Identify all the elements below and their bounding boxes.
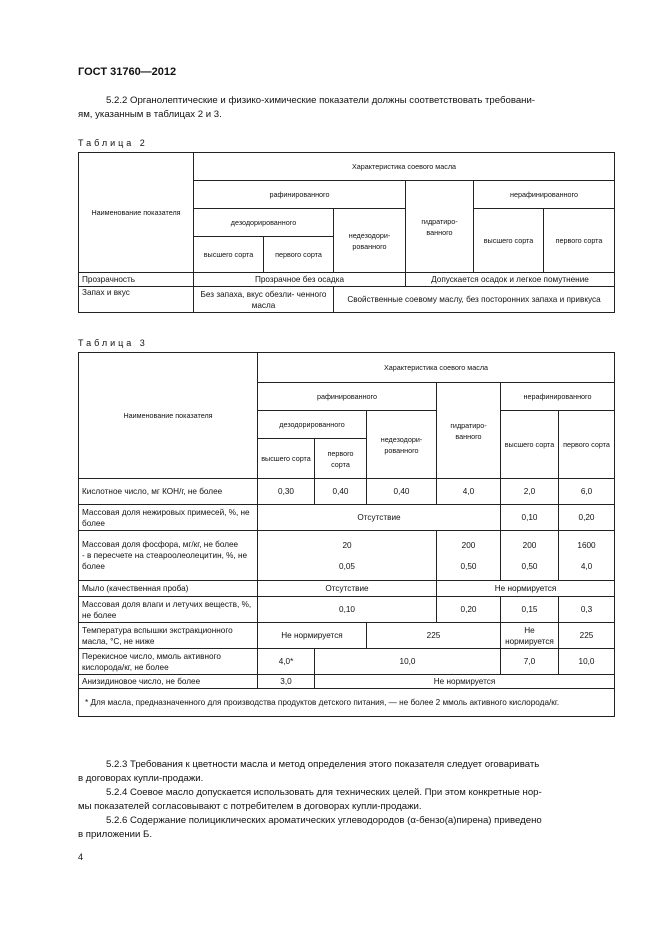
t3-flash-v6: 225: [559, 623, 615, 649]
t3-moisture-v4: 0,20: [437, 597, 501, 623]
table3-caption: Таблица 3: [78, 338, 148, 348]
t2-row-smell-name: Запах и вкус: [79, 287, 194, 313]
t3-peroxide-name: Перекисное число, ммоль активного кислорода/кг, не более: [79, 649, 258, 675]
t3-header-deodorized: дезодорированного: [258, 411, 367, 439]
t3-acid-v2: 0,40: [315, 479, 367, 505]
t3-phosphorus-v5a: 200: [522, 540, 537, 550]
t3-flash-v5: Не нормируется: [501, 623, 559, 649]
intro-line-1: 5.2.2 Органолептические и физико-химические показатели должны соответствовать требовани-: [106, 95, 536, 106]
t3-peroxide-v6: 10,0: [559, 649, 615, 675]
t3-phosphorus-v6: [559, 531, 615, 581]
t3-flash-not-normed: Не нормируется: [258, 623, 367, 649]
t3-footnote: * Для масла, предназначенного для производства продуктов детского питания, — не более 2 ммоль активного кислорода/кг.: [79, 689, 615, 717]
t3-anisidine-name: Анизидиновое число, не более: [79, 675, 258, 689]
para-5-2-6-line-2: в приложении Б.: [78, 829, 152, 840]
t3-header-nondeodorized: недезодори- рованного: [367, 411, 437, 479]
table-2: [78, 152, 615, 313]
para-5-2-4-line-1: 5.2.4 Соевое масло допускается использовать для технических целей. При этом конкретные нор-: [106, 787, 542, 798]
t3-phosphorus-sub-label: - в пересчете на стеароолеолецитин, %, не более: [82, 551, 248, 571]
t3-header-characteristic: Характеристика соевого масла: [258, 353, 615, 383]
t3-impurities-v6: 0,20: [559, 505, 615, 531]
t3-acid-v3: 0,40: [367, 479, 437, 505]
t3-header-top-grade-unrefined: высшего сорта: [501, 411, 559, 479]
t3-soap-not-normed: Не нормируется: [437, 581, 615, 597]
para-5-2-3-line-1: 5.2.3 Требования к цветности масла и метод определения этого показателя следует оговаривать: [106, 759, 540, 770]
t3-acid-v6: 6,0: [559, 479, 615, 505]
t3-soap-name: Мыло (качественная проба): [79, 581, 258, 597]
t3-impurities-v5: 0,10: [501, 505, 559, 531]
para-5-2-3-line-2: в договорах купли-продажи.: [78, 773, 204, 784]
t2-header-first-grade-unrefined: первого сорта: [544, 209, 615, 273]
t3-moisture-refined: 0,10: [258, 597, 437, 623]
t3-impurities-name: Массовая доля нежировых примесей, %, не более: [79, 505, 258, 531]
t3-phosphorus-v5b: 0,50: [521, 561, 538, 571]
t3-header-refined: рафинированного: [258, 383, 437, 411]
t3-soap-absent: Отсутствие: [258, 581, 437, 597]
t2-header-first-grade: первого сорта: [264, 237, 334, 273]
t2-header-refined: рафинированного: [194, 181, 406, 209]
intro-line-2: ям, указанным в таблицах 2 и 3.: [78, 109, 222, 120]
t3-acid-v1: 0,30: [258, 479, 315, 505]
t3-header-first-grade-unrefined: первого сорта: [559, 411, 615, 479]
t3-phosphorus-v4: [437, 531, 501, 581]
t3-moisture-v6: 0,3: [559, 597, 615, 623]
t2-row-smell-deodorized: Без запаха, вкус обезли- ченного масла: [194, 287, 334, 313]
t3-peroxide-v5: 7,0: [501, 649, 559, 675]
document-header: ГОСТ 31760—2012: [78, 66, 177, 78]
t3-header-unrefined: нерафинированного: [501, 383, 615, 411]
t2-header-unrefined: нерафинированного: [474, 181, 615, 209]
t2-header-top-grade-unrefined: высшего сорта: [474, 209, 544, 273]
t3-flash-name: Температура вспышки экстракционного масла, °С, не ниже: [79, 623, 258, 649]
t3-phosphorus-v6a: 1600: [577, 540, 596, 550]
t3-phosphorus-v4a: 200: [461, 540, 476, 550]
t3-phosphorus-v5: [501, 531, 559, 581]
t2-row-transparency-refined: Прозрачное без осадка: [194, 273, 406, 287]
t3-phosphorus-refined-v: 20: [342, 540, 352, 550]
t3-header-name: Наименование показателя: [79, 353, 258, 479]
t3-acid-v5: 2,0: [501, 479, 559, 505]
t2-header-top-grade: высшего сорта: [194, 237, 264, 273]
t3-flash-225: 225: [367, 623, 501, 649]
t3-acid-number-name: Кислотное число, мг КОН/г, не более: [79, 479, 258, 505]
t3-phosphorus-label: Массовая доля фосфора, мг/кг, не более: [82, 540, 239, 549]
para-5-2-6-line-1: 5.2.6 Содержание полициклических ароматических углеводородов (α-бензо(а)пирена) приведено: [106, 815, 542, 826]
t2-header-characteristic: Характеристика соевого масла: [194, 153, 615, 181]
t3-header-top-grade: высшего сорта: [258, 439, 315, 479]
table-3: [78, 352, 615, 717]
t3-phosphorus-refined: [258, 531, 437, 581]
t2-header-deodorized: дезодорированного: [194, 209, 334, 237]
t2-row-transparency-other: Допускается осадок и легкое помутнение: [406, 273, 615, 287]
t3-acid-v4: 4,0: [437, 479, 501, 505]
t3-phosphorus-name: [79, 531, 258, 581]
t2-header-nondeodorized: недезодори- рованного: [334, 209, 406, 273]
t2-row-smell-other: Свойственные соевому маслу, без посторонних запаха и привкуса: [334, 287, 615, 313]
t3-moisture-name: Массовая доля влаги и летучих веществ, %, не более: [79, 597, 258, 623]
t3-peroxide-v2: 10,0: [315, 649, 501, 675]
t3-header-first-grade: первого сорта: [315, 439, 367, 479]
para-5-2-4-line-2: мы показателей согласовывают с потребителем в договорах купли-продажи.: [78, 801, 422, 812]
table2-caption: Таблица 2: [78, 138, 148, 148]
t3-anisidine-v1: 3,0: [258, 675, 315, 689]
t3-phosphorus-v6b: 4,0: [580, 561, 593, 571]
t3-phosphorus-v4b: 0,50: [460, 561, 477, 571]
t3-phosphorus-refined-v2: 0,05: [339, 561, 355, 571]
t3-peroxide-v1: 4,0*: [258, 649, 315, 675]
t3-moisture-v5: 0,15: [501, 597, 559, 623]
page-number: 4: [78, 852, 84, 862]
t2-header-name: Наименование показателя: [79, 153, 194, 273]
t3-anisidine-not-normed: Не нормируется: [315, 675, 615, 689]
t3-header-hydrated: гидратиро- ванного: [437, 383, 501, 479]
t3-impurities-absent: Отсутствие: [258, 505, 501, 531]
t2-header-hydrated: гидратиро- ванного: [406, 181, 474, 273]
t2-row-transparency-name: Прозрачность: [79, 273, 194, 287]
